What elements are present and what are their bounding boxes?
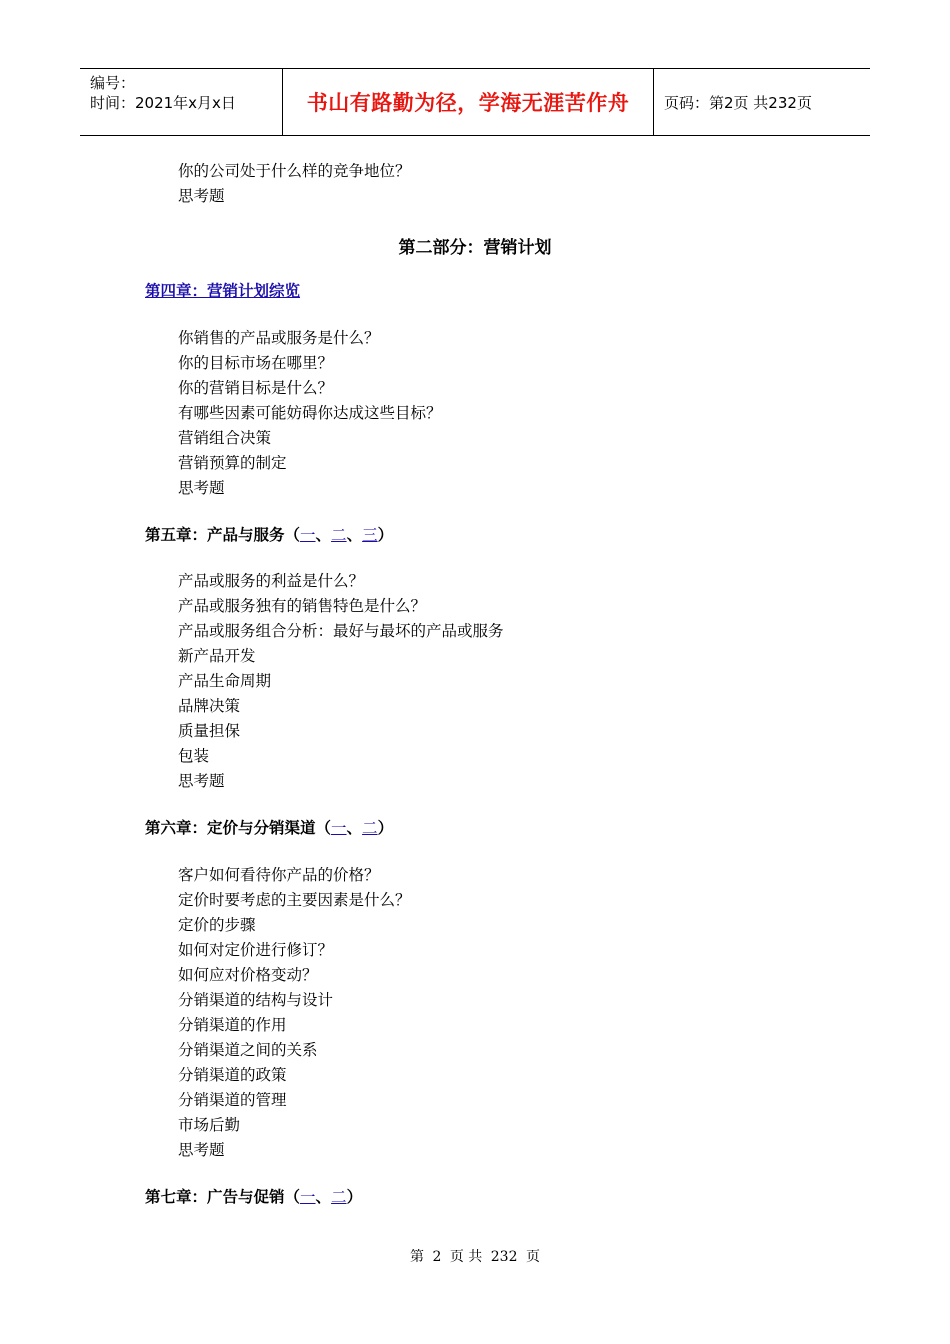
list-item: 质量担保 — [178, 722, 241, 740]
list-item: 市场后勤 — [178, 1116, 241, 1134]
list-item: 包装 — [178, 747, 210, 765]
list-item: 品牌决策 — [178, 697, 241, 715]
footer-middle: 页 共 — [449, 1249, 483, 1265]
header-page-label: 页码：第2页 共232页 — [664, 93, 812, 112]
list-item: 定价时要考虑的主要因素是什么？ — [178, 891, 411, 909]
separator: 、 — [315, 1188, 332, 1206]
chapter-5-link-3[interactable]: 三 — [362, 526, 378, 544]
chapter-5-link-2[interactable]: 二 — [331, 526, 347, 544]
chapter-7-title: 第七章：广告与促销（ — [145, 1188, 301, 1206]
chapter-7-link-2[interactable]: 二 — [331, 1188, 347, 1206]
footer-suffix: 页 — [525, 1249, 540, 1265]
list-item: 产品或服务组合分析：最好与最坏的产品或服务 — [178, 622, 504, 640]
page-footer — [0, 1246, 950, 1266]
chapter-5-title: 第五章：产品与服务（ — [145, 526, 301, 544]
intro-line: 思考题 — [178, 187, 225, 205]
chapter-6-link-1[interactable]: 一 — [331, 819, 347, 837]
close-paren: ） — [377, 526, 394, 544]
list-item: 如何对定价进行修订？ — [178, 941, 334, 959]
chapter-6-title: 第六章：定价与分销渠道（ — [145, 819, 332, 837]
chapter-4-link[interactable]: 第四章：营销计划综览 — [145, 282, 301, 300]
time-label: 时间：2021年x月x日 — [90, 94, 236, 112]
separator: 、 — [346, 526, 363, 544]
chapter-4-heading[interactable] — [145, 281, 300, 301]
list-item: 分销渠道的作用 — [178, 1016, 287, 1034]
separator: 、 — [315, 526, 332, 544]
chapter-6-heading — [145, 818, 393, 838]
header-page-cell — [654, 69, 870, 135]
list-item: 营销预算的制定 — [178, 454, 287, 472]
list-item: 产品或服务独有的销售特色是什么？ — [178, 597, 427, 615]
chapter-7-link-1[interactable]: 一 — [300, 1188, 316, 1206]
list-item: 分销渠道之间的关系 — [178, 1041, 318, 1059]
intro-line: 你的公司处于什么样的竞争地位？ — [178, 162, 411, 180]
chapter-7-heading — [145, 1187, 362, 1207]
list-item: 你销售的产品或服务是什么？ — [178, 329, 380, 347]
close-paren: ） — [377, 819, 394, 837]
chapter-5-link-1[interactable]: 一 — [300, 526, 316, 544]
list-item: 营销组合决策 — [178, 429, 272, 447]
list-item: 有哪些因素可能妨碍你达成这些目标？ — [178, 404, 442, 422]
list-item: 分销渠道的政策 — [178, 1066, 287, 1084]
page-header — [80, 68, 870, 136]
list-item: 思考题 — [178, 772, 225, 790]
chapter-5-heading — [145, 525, 393, 545]
list-item: 新产品开发 — [178, 647, 256, 665]
part-title: 第二部分：营销计划 — [398, 238, 552, 258]
list-item: 如何应对价格变动？ — [178, 966, 318, 984]
list-item: 思考题 — [178, 479, 225, 497]
list-item: 产品生命周期 — [178, 672, 272, 690]
list-item: 分销渠道的管理 — [178, 1091, 287, 1109]
list-item: 定价的步骤 — [178, 916, 256, 934]
list-item: 产品或服务的利益是什么？ — [178, 572, 365, 590]
close-paren: ） — [346, 1188, 363, 1206]
footer-total-pages: 232 — [490, 1249, 518, 1265]
footer-prefix: 第 — [410, 1249, 425, 1265]
list-item: 客户如何看待你产品的价格？ — [178, 866, 380, 884]
separator: 、 — [346, 819, 363, 837]
header-meta — [80, 69, 282, 135]
list-item: 你的目标市场在哪里？ — [178, 354, 334, 372]
list-item: 思考题 — [178, 1141, 225, 1159]
header-motto: 书山有路勤为径，学海无涯苦作舟 — [306, 91, 630, 115]
number-label: 编号： — [90, 74, 136, 92]
footer-page-number: 2 — [432, 1249, 442, 1265]
list-item: 你的营销目标是什么？ — [178, 379, 334, 397]
list-item: 分销渠道的结构与设计 — [178, 991, 334, 1009]
chapter-6-link-2[interactable]: 二 — [362, 819, 378, 837]
header-motto-cell — [282, 69, 654, 135]
